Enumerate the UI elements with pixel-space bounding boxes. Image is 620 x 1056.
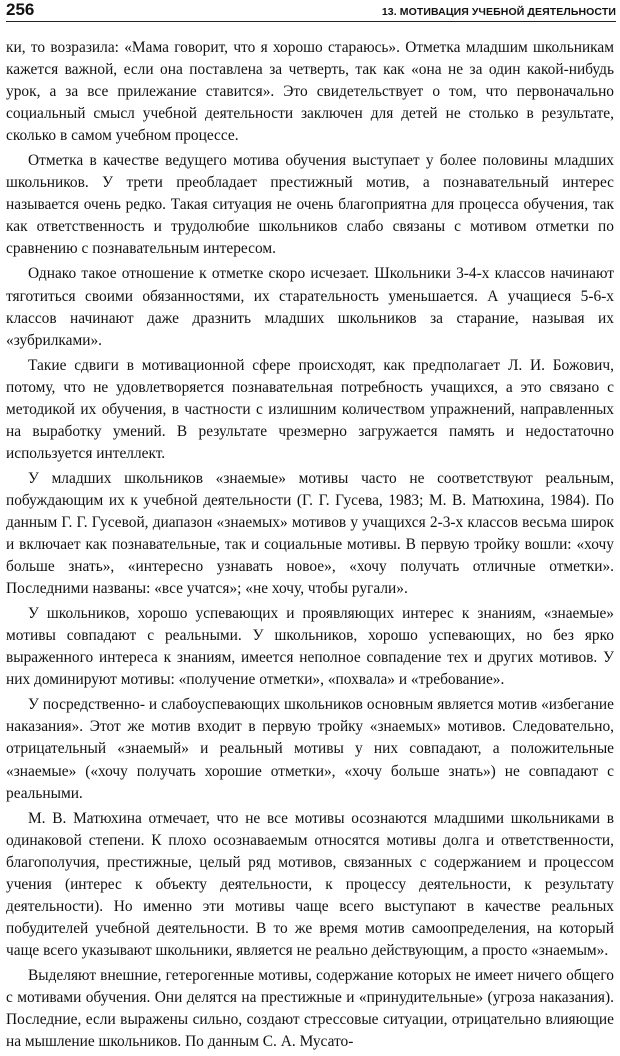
page-header [6,0,616,22]
paragraph-3: Однако такое отношение к отметке скоро исчезает. Школьники 3-4-х классов начинают тяготиться своими обязанностями, их старательность уменьшается. А учащиеся 5-6-х классов начинают даже дразнить младших школьников за старание, называя их «зубрилками». [6,265,614,349]
page-number: 256 [6,0,35,19]
paragraph-4: Такие сдвиги в мотивационной сфере происходят, как предполагает Л. И. Божович, потому, что не удовлетворяется познавательная потребность учащихся, а это связано с методикой их обучения, в частности с излишним количеством упражнений, направленных на выработку умений. В результате чрезмерно загружается память и недостаточно используется интеллект. [6,356,614,462]
paragraph-9: Выделяют внешние, гетерогенные мотивы, содержание которых не имеет ничего общего с мотивами обучения. Они делятся на престижные и «принудительные» (угроза наказания). Последние, если выражены сильно, создают стрессовые ситуации, отрицательно влияющие на мышление школьников. По данным С. А. Мусато- [6,966,614,1051]
paragraph-7: У посредственно- и слабоуспевающих школьников основным является мотив «избегание наказания». Этот же мотив входит в первую тройку «знаемых» мотивов. Следовательно, отрицательный «знаемый» и реальный мотивы у них совпадают, а положительные «знаемые» («хочу получать хорошие отметки», «хочу больше знать») не совпадают с реальными. [6,696,614,802]
paragraph-2: Отметка в качестве ведущего мотива обучения выступает у более половины младших школьников. У трети преобладает престижный мотив, а познавательный интерес называется очень редко. Такая ситуация не очень благоприятна для процесса обучения, так как ответственность и трудолюбие школьников слабо связаны с мотивом отметки по сравнению с познавательным интересом. [6,152,614,258]
running-head: 13. МОТИВАЦИЯ УЧЕБНОЙ ДЕЯТЕЛЬНОСТИ [381,6,616,18]
body-text [6,37,614,1056]
paragraph-6: У школьников, хорошо успевающих и проявляющих интерес к знаниям, «знаемые» мотивы совпадают с реальными. У школьников, хорошо успевающих, но без ярко выраженного интереса к знаниям, имеется неполное совпадение тех и других мотивов. У них доминируют мотивы: «получение отметки», «похвала» и «требование». [6,605,614,689]
paragraph-5: У младших школьников «знаемые» мотивы часто не соответствуют реальным, побуждающим их к учебной деятельности (Г. Г. Гусева, 1983; М. В. Матюхина, 1984). По данным Г. Г. Гусевой, диапазон «знаемых» мотивов у учащихся 2-3-х классов весьма широк и включает как познавательные, так и социальные мотивы. В первую тройку вошли: «хочу больше знать», «интересно узнавать новое», «хочу получать отличные отметки». Последними названы: «все учатся»; «не хочу, чтобы ругали». [6,469,614,598]
paragraph-1: ки, то возразила: «Мама говорит, что я хорошо стараюсь». Отметка младшим школьникам кажется важной, если она поставлена за четверть, так как «она не за один какой-нибудь урок, а за все прилежание ставится». Это свидетельствует о том, что первоначально социальный смысл учебной деятельности заключен для детей не столько в результате, сколько в самом учебном процессе. [6,39,614,145]
paragraph-8: М. В. Матюхина отмечает, что не все мотивы осознаются младшими школьниками в одинаковой степени. К плохо осознаваемым относятся мотивы долга и ответственности, благополучия, престижные, целый ряд мотивов, связанных с содержанием и процессом учения (интерес к объекту деятельности, к процессу деятельности, к результату деятельности). Но именно эти мотивы чаще всего выступают в качестве реальных побудителей учебной деятельности. В то же время мотив самоопределения, на который чаще всего указывают школьники, является не реально действующим, а просто «знаемым». [6,809,614,959]
